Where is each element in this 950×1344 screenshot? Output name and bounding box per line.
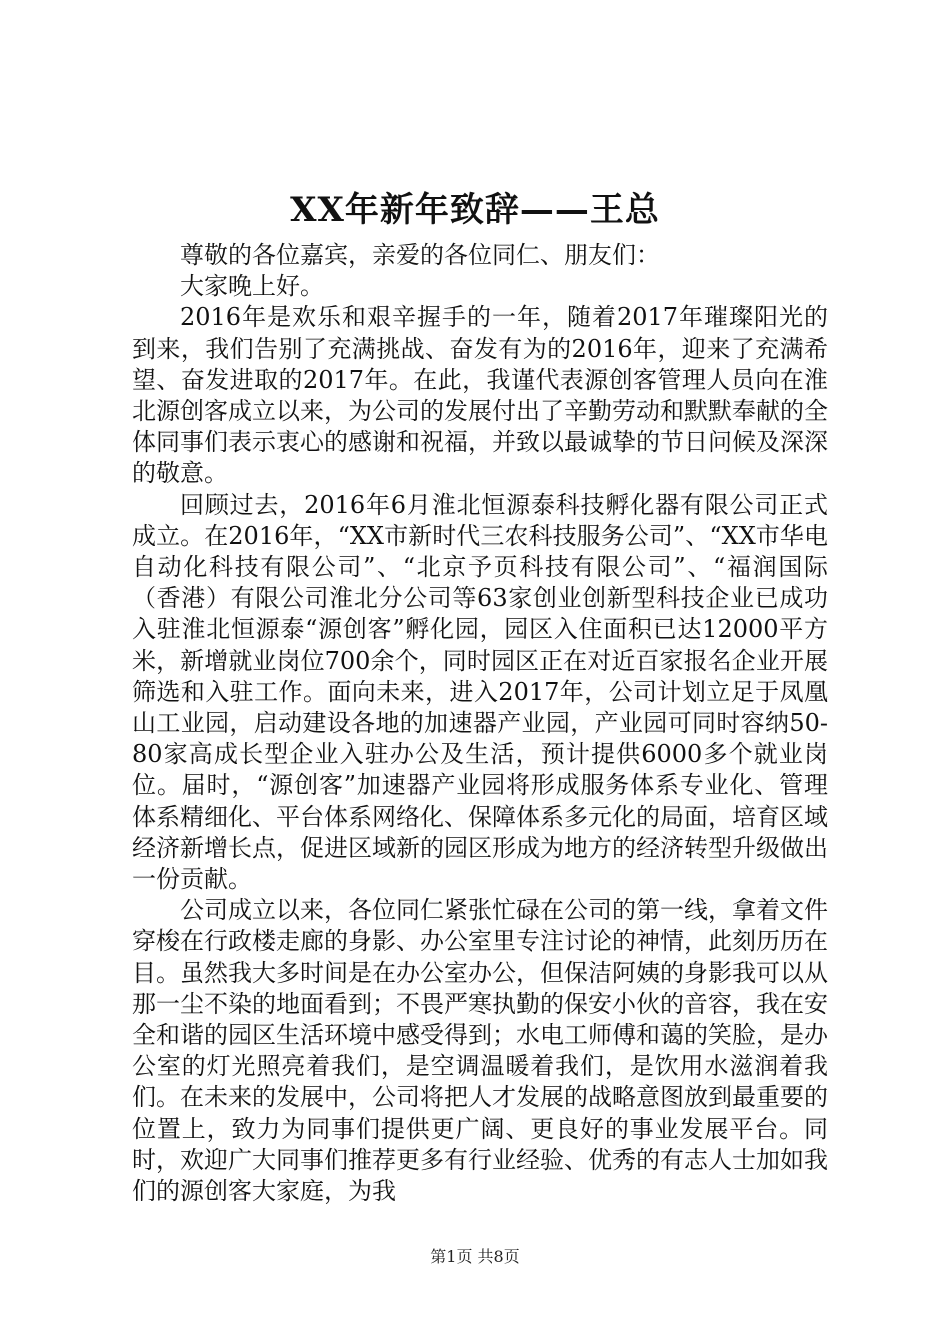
body-paragraph: 回顾过去，2016年6月淮北恒源泰科技孵化器有限公司正式成立。在2016年，“XX市新时代三农科技服务公司”、“XX市华电自动化科技有限公司”、“北京予页科技有限公司”、“福润国际（香港）有限公司淮北分公司等63家创业创新型科技企业已成功入驻淮北恒源泰“源创客”孵化园，园区入住面积已达12000平方米，新增就业岗位700余个，同时园区正在对近百家报名企业开展筛选和入驻工作。面向未来，进入2017年，公司计划立足于凤凰山工业园，启动建设各地的加速器产业园，产业园可同时容纳50-80家高成长型企业入驻办公及生活，预计提供6000多个就业岗位。届时，“源创客”加速器产业园将形成服务体系专业化、管理体系精细化、平台体系网络化、保障体系多元化的局面，培育区域经济新增长点，促进区域新的园区形成为地方的经济转型升级做出一份贡献。: [132, 490, 828, 894]
page-footer: 第1页 共8页: [430, 1247, 520, 1266]
greeting-paragraph: 尊敬的各位嘉宾，亲爱的各位同仁、朋友们：: [180, 241, 660, 269]
body-paragraph: 公司成立以来，各位同仁紧张忙碌在公司的第一线，拿着文件穿梭在行政楼走廊的身影、办公室里专注讨论的神情，此刻历历在目。虽然我大多时间是在办公室办公，但保洁阿姨的身影我可以从那一尘不染的地面看到；不畏严寒执勤的保安小伙的音容，我在安全和谐的园区生活环境中感受得到；水电工师傅和蔼的笑脸，是办公室的灯光照亮着我们，是空调温暖着我们，是饮用水滋润着我们。在未来的发展中，公司将把人才发展的战略意图放到最重要的位置上，致力为同事们提供更广阔、更良好的事业发展平台。同时，欢迎广大同事们推荐更多有行业经验、优秀的有志人士加如我们的源创客大家庭，为我: [132, 896, 828, 1206]
body-paragraph: 2016年是欢乐和艰辛握手的一年，随着2017年璀璨阳光的到来，我们告别了充满挑战、奋发有为的2016年，迎来了充满希望、奋发进取的2017年。在此，我谨代表源创客管理人员向在淮北源创客成立以来，为公司的发展付出了辛勤劳动和默默奉献的全体同事们表示衷心的感谢和祝福，并致以最诚挚的节日问候及深深的敬意。: [132, 303, 828, 488]
salutation-paragraph: 大家晚上好。: [180, 272, 324, 301]
document-body: [132, 240, 828, 1207]
document-title: XX年新年致辞——王总: [290, 190, 660, 230]
